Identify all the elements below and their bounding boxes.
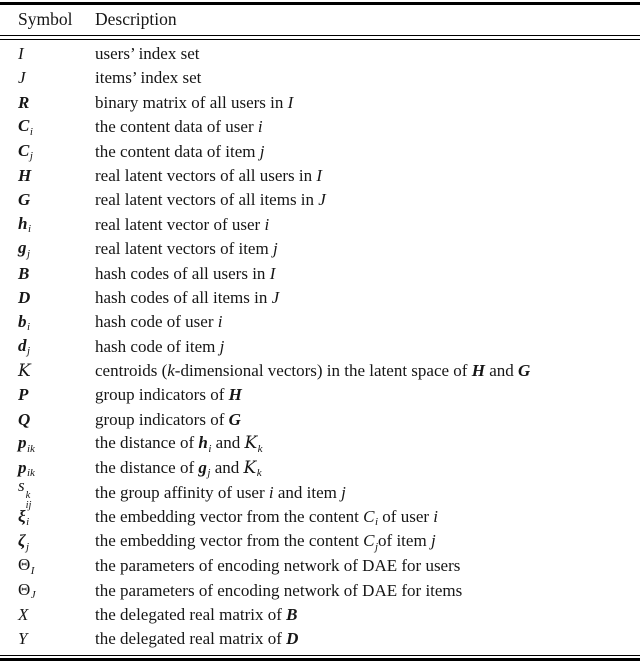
description-cell: real latent vectors of all items in J (95, 190, 326, 210)
table-row (0, 286, 640, 310)
header-description-label: Description (95, 9, 177, 29)
description-cell: group indicators of H (95, 385, 242, 405)
description-cell: the parameters of encoding network of DAE for items (95, 580, 463, 600)
symbol-cell: R (18, 92, 30, 112)
description-cell: group indicators of G (95, 409, 241, 429)
table-row (0, 310, 640, 334)
table-row (0, 237, 640, 261)
table-row (0, 476, 640, 511)
symbol-cell: K (18, 361, 31, 382)
table-row (0, 261, 640, 285)
table-row (0, 359, 640, 383)
description-cell: hash code of user i (95, 312, 223, 332)
symbol-cell: $p_{ik}$ (18, 457, 35, 480)
description-cell: hash code of item j (95, 336, 225, 356)
description-cell: the distance of $g_j$ and $K_k$ (95, 457, 262, 480)
description-cell: centroids (k-dimensional vectors) in the latent space of H and G (95, 361, 531, 381)
symbol-cell: Q (18, 409, 31, 429)
description-cell: the delegated real matrix of D (95, 629, 299, 649)
table-row (0, 432, 640, 456)
symbol-cell: $b_i$ (18, 311, 31, 334)
description-cell: the content data of item j (95, 141, 265, 161)
symbol-cell: X (18, 604, 29, 624)
table-row (0, 456, 640, 480)
table-row (0, 627, 640, 651)
table-row (0, 578, 640, 602)
description-cell: the content data of user i (95, 117, 263, 137)
description-cell: the distance of $h_i$ and $K_k$ (95, 433, 263, 455)
symbol-cell: J (18, 68, 26, 88)
symbol-cell: $\xi_i$ (18, 506, 30, 529)
table-row (0, 334, 640, 358)
symbol-cell: $\zeta_j$ (18, 531, 30, 553)
symbol-cell: $\Theta_I$ (18, 555, 35, 577)
table-row (0, 91, 640, 115)
symbol-cell: s k ij (18, 476, 32, 511)
symbol-cell: $p_{ik}$ (18, 433, 35, 455)
symbol-cell: $h_i$ (18, 213, 32, 236)
description-cell: the group affinity of user i and item j (95, 483, 346, 503)
description-cell: binary matrix of all users in I (95, 92, 294, 112)
table-row (0, 213, 640, 237)
table-row (0, 408, 640, 432)
table-row (0, 115, 640, 139)
description-cell: hash codes of all items in J (95, 287, 280, 307)
description-cell: hash codes of all users in I (95, 263, 276, 283)
table-row (0, 188, 640, 212)
description-cell: the embedding vector from the content $C_i$ of user i (95, 506, 439, 529)
header-symbol-label: Symbol (18, 9, 73, 29)
symbol-cell: D (18, 287, 31, 307)
symbol-cell: $g_j$ (18, 238, 31, 260)
symbol-cell: $\Theta_J$ (18, 579, 36, 602)
table-header-row (0, 5, 640, 35)
table-row (0, 530, 640, 554)
symbol-cell: G (18, 190, 31, 210)
table-row (0, 505, 640, 529)
symbol-cell: B (18, 263, 30, 283)
table-bottom-rule (0, 658, 640, 661)
description-cell: the parameters of encoding network of DAE for users (95, 556, 461, 576)
table-row (0, 42, 640, 66)
description-cell: real latent vector of user i (95, 214, 270, 234)
description-cell: the delegated real matrix of B (95, 604, 298, 624)
table-row (0, 383, 640, 407)
table-row (0, 139, 640, 163)
table-row (0, 164, 640, 188)
description-cell: users’ index set (95, 43, 200, 63)
symbol-cell: P (18, 385, 29, 405)
symbol-cell: I (18, 43, 24, 63)
symbol-cell: $C_i$ (18, 116, 33, 138)
table-row (0, 66, 640, 90)
symbol-cell: H (18, 165, 32, 185)
description-cell: real latent vectors of all users in I (95, 165, 323, 185)
symbol-table-body (0, 40, 640, 655)
symbol-cell: $C_j$ (18, 140, 33, 163)
description-cell: the embedding vector from the content $C_jof$ item j (95, 531, 436, 553)
table-row (0, 554, 640, 578)
table-row (0, 603, 640, 627)
description-cell: items’ index set (95, 68, 202, 88)
symbol-cell: $d_j$ (18, 335, 31, 358)
description-cell: real latent vectors of item j (95, 239, 278, 259)
symbol-cell: Y (18, 629, 28, 649)
